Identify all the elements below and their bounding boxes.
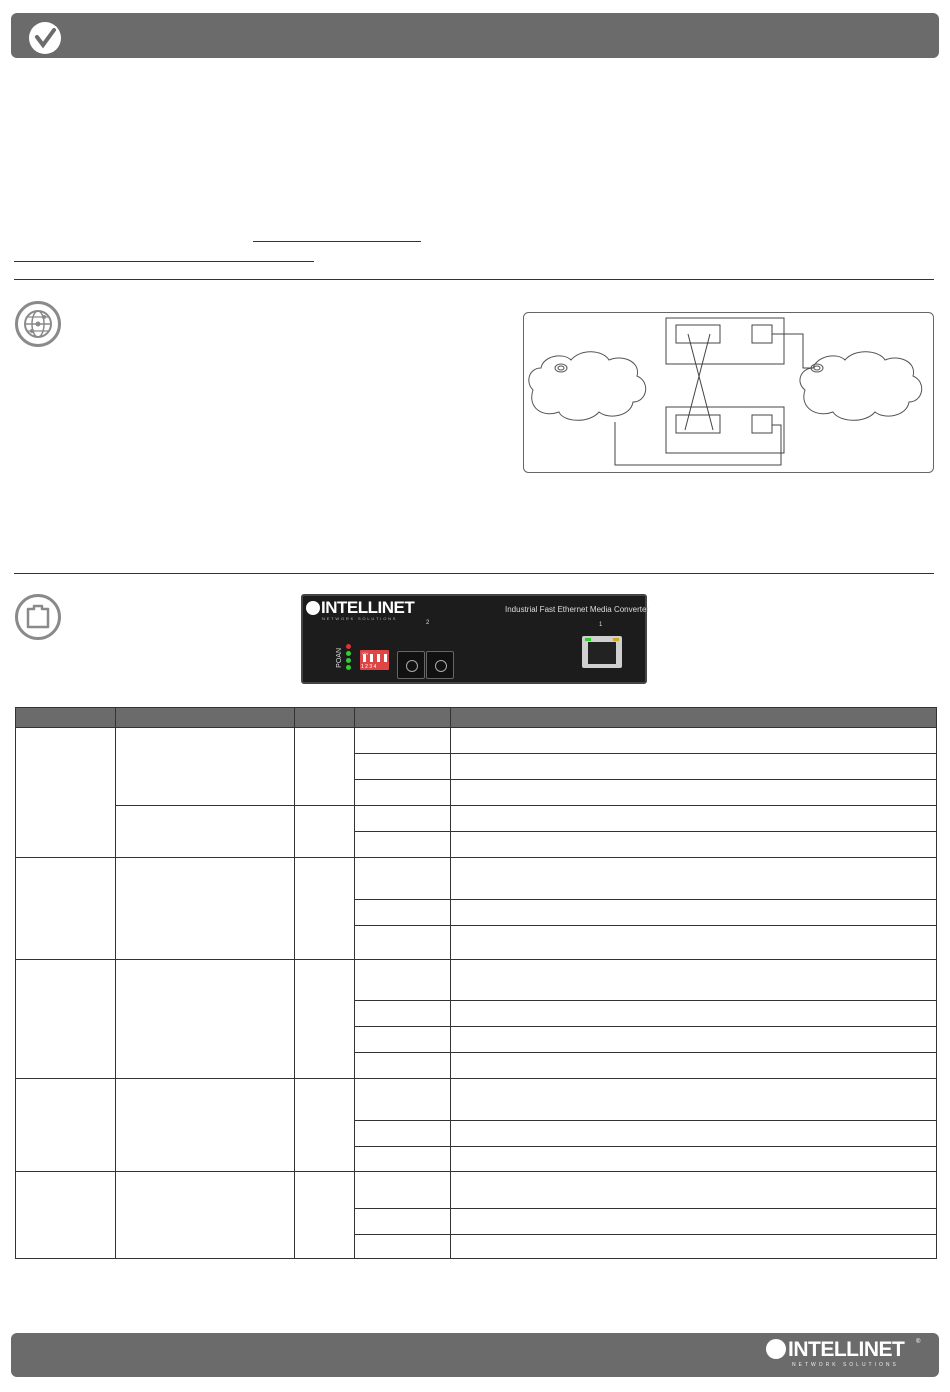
link-underline[interactable] xyxy=(253,241,421,242)
table-row xyxy=(16,960,937,1001)
table-cell xyxy=(451,1121,937,1147)
fiber-sc-port[interactable] xyxy=(426,651,454,679)
header-bar xyxy=(11,13,939,58)
status-led xyxy=(346,665,351,670)
section-divider xyxy=(14,279,934,280)
table-cell xyxy=(116,858,295,960)
table-cell xyxy=(451,754,937,780)
spec-table xyxy=(15,707,937,1259)
table-cell xyxy=(355,858,451,900)
table-cell xyxy=(116,728,295,806)
table-cell xyxy=(355,1001,451,1027)
footer-brand-tagline: NETWORK SOLUTIONS xyxy=(792,1362,899,1368)
table-cell xyxy=(355,900,451,926)
table-cell xyxy=(355,806,451,832)
dip-switch-head: ON xyxy=(362,651,368,656)
table-cell xyxy=(355,1027,451,1053)
dip-switch-numbers: 1 2 3 4 xyxy=(361,664,377,670)
checkmark-icon xyxy=(29,22,61,54)
dip-pin[interactable] xyxy=(384,654,387,662)
header-cell xyxy=(295,708,355,728)
rj45-port[interactable] xyxy=(582,636,622,668)
registered-mark: ® xyxy=(916,1339,921,1345)
table-cell xyxy=(451,832,937,858)
table-cell xyxy=(16,1172,116,1259)
table-cell xyxy=(16,960,116,1079)
table-cell xyxy=(451,1027,937,1053)
status-led xyxy=(346,651,351,656)
table-cell xyxy=(116,1079,295,1172)
table-cell xyxy=(451,806,937,832)
table-cell xyxy=(355,1209,451,1235)
table-cell xyxy=(16,728,116,858)
dip-pin[interactable] xyxy=(370,654,373,662)
table-cell xyxy=(451,1235,937,1259)
table-cell xyxy=(116,806,295,858)
header-cell xyxy=(355,708,451,728)
status-led xyxy=(346,658,351,663)
led-labels: POAN xyxy=(336,648,343,668)
table-cell xyxy=(355,1079,451,1121)
table-cell xyxy=(355,1235,451,1259)
table-cell xyxy=(451,1053,937,1079)
table-cell xyxy=(116,1172,295,1259)
table-cell xyxy=(16,1079,116,1172)
network-diagram xyxy=(523,312,934,473)
fiber-sc-port[interactable] xyxy=(397,651,425,679)
table-cell xyxy=(355,754,451,780)
header-cell xyxy=(451,708,937,728)
copper-port-number: 1 xyxy=(599,622,603,628)
footer-brand-logo: INTELLINET xyxy=(766,1338,904,1362)
table-row xyxy=(16,728,937,754)
table-cell xyxy=(451,960,937,1001)
table-cell xyxy=(295,858,355,960)
table-cell xyxy=(355,1147,451,1172)
ethernet-port-icon xyxy=(15,594,61,640)
table-cell xyxy=(451,780,937,806)
table-cell xyxy=(451,1147,937,1172)
table-cell xyxy=(355,1172,451,1209)
table-cell xyxy=(295,728,355,806)
brand-logo-mark-icon xyxy=(306,601,320,615)
status-led xyxy=(346,644,351,649)
device-brand-tagline: NETWORK SOLUTIONS xyxy=(322,616,398,621)
table-cell xyxy=(355,1053,451,1079)
table-cell xyxy=(295,1172,355,1259)
table-cell xyxy=(451,1001,937,1027)
table-header-row xyxy=(16,708,937,728)
table-cell xyxy=(355,1121,451,1147)
table-cell xyxy=(355,926,451,960)
section-divider xyxy=(14,573,934,574)
table-cell xyxy=(355,728,451,754)
table-cell xyxy=(451,858,937,900)
table-cell xyxy=(451,926,937,960)
header-cell xyxy=(16,708,116,728)
table-cell xyxy=(295,1079,355,1172)
table-cell xyxy=(116,960,295,1079)
device-product-title: Industrial Fast Ethernet Media Converter xyxy=(505,605,650,614)
table-cell xyxy=(295,806,355,858)
table-row xyxy=(16,1172,937,1209)
table-cell xyxy=(355,960,451,1001)
device-brand-logo: INTELLINET xyxy=(306,598,414,618)
brand-logo-mark-icon xyxy=(766,1339,786,1359)
table-cell xyxy=(355,832,451,858)
dip-pin[interactable] xyxy=(377,654,380,662)
link-underline[interactable] xyxy=(14,261,314,262)
table-cell xyxy=(451,1079,937,1121)
network-globe-icon xyxy=(15,301,61,347)
fiber-port-number: 2 xyxy=(426,620,430,626)
table-row xyxy=(16,1079,937,1121)
table-cell xyxy=(451,1209,937,1235)
table-cell xyxy=(451,728,937,754)
table-row xyxy=(16,806,937,832)
table-cell xyxy=(451,900,937,926)
table-cell xyxy=(295,960,355,1079)
header-cell xyxy=(116,708,295,728)
table-cell xyxy=(16,858,116,960)
table-cell xyxy=(451,1172,937,1209)
table-cell xyxy=(355,780,451,806)
table-row xyxy=(16,858,937,900)
